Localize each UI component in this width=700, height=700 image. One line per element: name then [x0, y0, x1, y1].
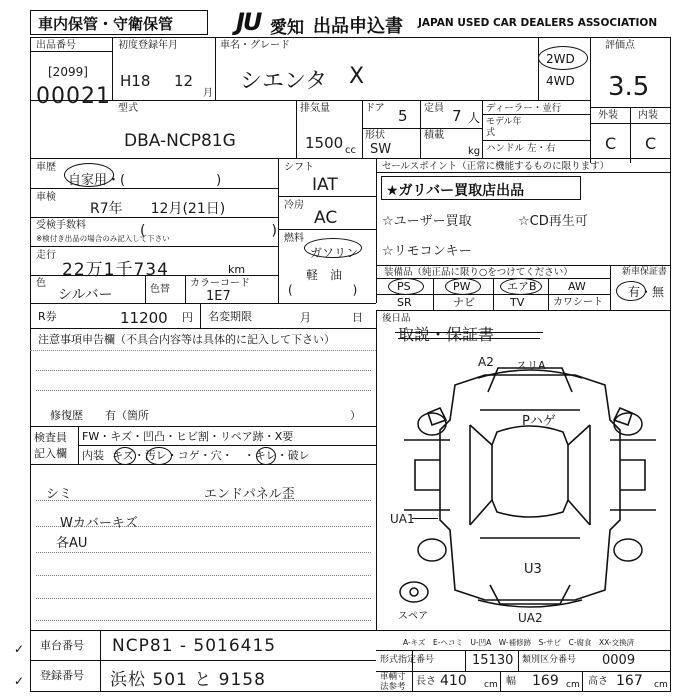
comment-2: エンドパネル歪	[204, 487, 295, 502]
kg-unit: kg	[468, 146, 481, 157]
wheel-rear-left	[418, 539, 446, 561]
ref-label: 車輌寸法参考	[380, 672, 406, 692]
color-code: 1E7	[206, 289, 231, 304]
length-unit: cm	[484, 680, 498, 690]
drive-4wd: 4WD	[546, 74, 575, 88]
height-label: 高さ	[588, 676, 608, 687]
capacity-label: 定員	[424, 103, 444, 114]
ju-logo: JU	[236, 8, 261, 36]
door-count: 5	[398, 107, 408, 125]
score-value: 3.5	[608, 72, 650, 102]
car-grade: X	[349, 64, 365, 89]
repair-close: ）	[350, 409, 361, 422]
repair-label: 修復歴 有（箇所	[50, 409, 149, 422]
lot-label: 出品番号	[36, 40, 76, 51]
car-name: シエンタ	[240, 69, 328, 94]
selling-point-2: ☆CD再生可	[518, 214, 588, 229]
equip-ps: PS	[397, 280, 411, 293]
diagram-mark-suri: スリA	[516, 359, 546, 372]
inspection-date: R7年 12月(21日)	[90, 201, 226, 217]
damage-legend: A-キズ E-ヘコミ U-凹A W-補修跡 S-サビ C-腐食 XX-交換済	[403, 638, 635, 647]
spare-label: スペア	[398, 611, 428, 622]
equip-tv: TV	[510, 296, 525, 309]
comment-1: シミ	[46, 487, 73, 502]
diesel-option: 軽 油	[306, 268, 343, 282]
displacement: 1500	[305, 134, 344, 152]
chassis-number: NCP81 - 5016415	[112, 636, 277, 656]
equip-airbag: エアB	[507, 280, 537, 293]
equip-leather: カワシート	[553, 297, 603, 308]
class-no-label: 類別区分番号	[522, 655, 577, 665]
equip-sr: SR	[397, 296, 412, 309]
exterior-label: 外装	[598, 110, 618, 121]
shift-value: IAT	[312, 175, 338, 195]
equip-aw: AW	[568, 280, 586, 293]
org-name: 愛知	[270, 18, 304, 38]
association-name: JAPAN USED CAR DEALERS ASSOCIATION	[418, 17, 658, 29]
score-label: 評価点	[605, 40, 635, 51]
reg-month-unit: 月	[203, 88, 213, 99]
comment-3: Wカバーキズ	[60, 516, 138, 531]
model-year-label: モデル年式	[486, 117, 522, 138]
chassis-label: 車台番号	[40, 639, 84, 652]
diagram-mark-u3: U3	[524, 562, 542, 577]
recycle-label: R券	[38, 310, 57, 323]
interior-label: 内装	[638, 110, 658, 121]
deadline-month: 月	[300, 311, 311, 324]
mileage-label: 走行	[36, 250, 56, 261]
inspector-label-1: 検査員	[34, 431, 67, 444]
interior-grade: C	[645, 134, 657, 153]
plate-number: 浜松 501 と 9158	[110, 670, 266, 690]
displacement-label: 排気量	[300, 103, 330, 114]
mileage: 22万1千734	[62, 260, 169, 280]
comment-4: 各AU	[56, 536, 88, 551]
inspector-row-2-prefix: 内装	[82, 449, 104, 462]
type-no-label: 形式指定番号	[380, 655, 435, 665]
shift-label: シフト	[284, 162, 314, 173]
dealer-label: ディーラー・並行	[486, 103, 562, 114]
deadline-label: 名変期限	[208, 310, 252, 323]
reg-year: H18	[120, 72, 151, 90]
wheel-rear-right	[614, 539, 642, 561]
receipt-label: 受検手数料	[36, 220, 86, 231]
postfit-value: 取説・保証書	[398, 325, 495, 344]
reg-month: 12	[174, 72, 194, 90]
gulliver-banner: ★ガリバー買取店出品	[386, 183, 525, 199]
warranty-label: 新車保証書	[622, 267, 668, 277]
fuel-label: 燃料	[284, 233, 304, 244]
model-label: 型式	[118, 103, 138, 114]
selling-point-3: ☆リモコンキー	[382, 244, 472, 259]
equip-navi: ナビ	[453, 296, 475, 309]
km-unit: km	[228, 263, 246, 276]
type-no: 15130	[472, 653, 514, 668]
car-name-label: 車名・グレード	[220, 40, 290, 51]
receipt-note: ※検付き出品の場合のみ記入して下さい	[36, 234, 170, 243]
cc-unit: cc	[345, 145, 356, 156]
selling-point-1: ☆ユーザー買取	[382, 214, 472, 229]
deadline-day: 日	[352, 311, 363, 324]
length-label: 長さ	[416, 676, 436, 687]
loading-label: 積載	[424, 130, 444, 141]
class-no: 0009	[602, 653, 636, 668]
ac-label: 冷房	[284, 200, 304, 211]
history-value: 自家用・( )	[68, 173, 222, 188]
ac-value: AC	[314, 208, 338, 228]
form-title: 出品申込書	[313, 16, 403, 37]
recycle-amount: 11200	[120, 309, 168, 327]
first-reg-label: 初度登録年月	[118, 40, 178, 51]
width-unit: cm	[566, 680, 580, 690]
exterior-grade: C	[605, 134, 617, 153]
width-label: 幅	[506, 676, 516, 687]
inspector-row-2: キズ・汚レ・コゲ・穴・ ・キレ・破レ	[112, 449, 310, 462]
door-label: ドア	[365, 103, 385, 114]
color-code-label: カラーコード	[190, 278, 250, 289]
capacity-unit: 人	[468, 111, 481, 125]
equip-pw: PW	[453, 280, 471, 293]
spare-tire	[400, 582, 428, 602]
warranty-options: 有・無	[628, 285, 665, 299]
width-value: 169	[532, 673, 559, 689]
notes-label: 注意事項申告欄（不具合内容等は具体的に記入して下さい）	[38, 333, 335, 346]
color-change-label: 色替	[150, 284, 170, 295]
handle-label: ハンドル 左・右	[486, 143, 556, 154]
cabin-outline	[492, 426, 568, 517]
diagram-mark-ua1: UA1	[390, 512, 415, 526]
lot-bracket-number: [2099]	[48, 65, 88, 79]
diagram-mark-paint: Pハゲ	[522, 414, 556, 429]
postfit-label: 後日品	[382, 313, 411, 324]
inspector-row-1: FW・キズ・凹凸・ヒビ割・リペア跡・X要	[82, 430, 294, 443]
model-code: DBA-NCP81G	[124, 131, 236, 151]
height-value: 167	[616, 673, 643, 689]
storage-label: 車内保管・守衛保管	[38, 15, 174, 33]
drive-2wd: 2WD	[546, 52, 575, 66]
color-value: シルバー	[58, 287, 113, 303]
diagram-mark-a2: A2	[478, 355, 494, 369]
lot-number: 00021	[36, 84, 111, 109]
history-label: 車歴	[36, 162, 56, 173]
selling-points-label: セールスポイント（正常に機能するものに限ります）	[382, 161, 610, 172]
shape: SW	[370, 142, 392, 157]
recycle-yen: 円	[182, 311, 193, 324]
color-label: 色	[36, 278, 46, 289]
diagram-mark-ua2: UA2	[518, 611, 543, 625]
plate-label: 登録番号	[40, 669, 84, 682]
capacity: 7	[452, 107, 462, 125]
fuel-value: ガソリン	[310, 246, 359, 260]
inspection-label: 車検	[36, 192, 56, 203]
length-value: 410	[440, 673, 467, 689]
height-unit: cm	[654, 680, 668, 690]
shape-label: 形状	[365, 130, 385, 141]
inspector-label-2: 記入欄	[34, 447, 67, 460]
equipment-label: 装備品（純正品に限り○をつけてください）	[384, 267, 573, 278]
